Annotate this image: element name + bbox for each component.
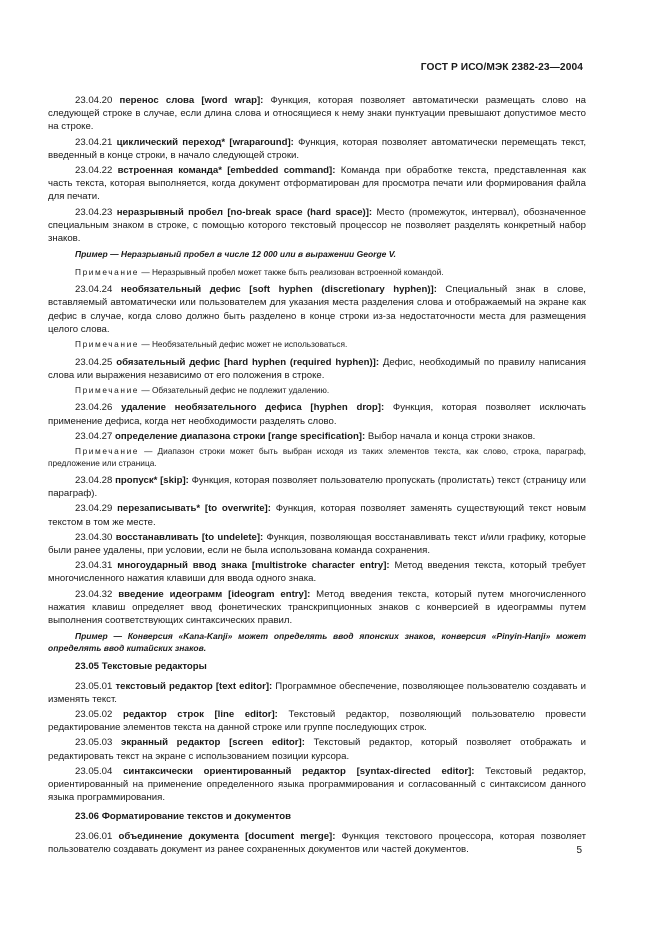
note-entry xyxy=(48,267,586,279)
entry-term: объединение документа [document merge]: xyxy=(118,830,336,842)
entry-definition: Выбор начала и конца строки знаков. xyxy=(365,430,536,442)
entry-term: удаление необязательного дефиса [hyphen drop]: xyxy=(121,402,385,414)
entry-term: введение идеограмм [ideogram entry]: xyxy=(118,588,311,600)
example-entry xyxy=(48,631,586,654)
note-entry xyxy=(48,446,586,469)
page-number: 5 xyxy=(576,845,582,856)
definition-entry xyxy=(48,559,586,585)
entry-number: 23.04.26 xyxy=(75,402,113,414)
entry-term: циклический переход* [wraparound]: xyxy=(116,136,294,148)
definition-entry xyxy=(48,356,586,382)
definition-entry xyxy=(48,830,586,856)
entry-term: перезаписывать* [to overwrite]: xyxy=(117,503,271,515)
definition-entry xyxy=(48,206,586,246)
section-heading xyxy=(48,810,586,823)
definition-entry xyxy=(48,765,586,805)
example-entry xyxy=(48,249,586,261)
definition-entry xyxy=(48,502,586,528)
definition-entry xyxy=(48,430,586,443)
entry-number: 23.04.24 xyxy=(75,284,113,296)
entry-number: 23.05.03 xyxy=(75,737,113,749)
entry-term: синтаксически ориентированный редактор [syntax-directed editor]: xyxy=(123,765,475,777)
entry-definition: Функция, которая позволяет автоматически размещать слово на следующей строке в случае, если длина слова и относящиеся к нему знаки пунктуации превышают допустимое место на строке. xyxy=(48,95,586,133)
entry-term: неразрывный пробел [no-break space (hard space)]: xyxy=(116,206,373,218)
entry-number: 23.04.21 xyxy=(75,136,113,148)
entry-term: пропуск* [skip]: xyxy=(115,475,189,487)
entry-term: редактор строк [line editor]: xyxy=(122,708,278,720)
definition-entry xyxy=(48,680,586,706)
definition-entry xyxy=(48,401,586,427)
entry-term: определение диапазона строки [range specification]: xyxy=(115,430,366,442)
definition-entry xyxy=(48,531,586,557)
entry-term: обязательный дефис [hard hyphen (required hyphen)]: xyxy=(116,356,380,368)
note-entry xyxy=(48,385,586,397)
entry-definition: Специальный знак в слове, вставляемый автоматически или пользователем для указания места разделения слова и отображаемый на экране как дефис в случае, когда слово должно быть разделено в конце строки из-за недостаточности места для размещения целого слова. xyxy=(48,284,586,335)
note-entry xyxy=(48,339,586,351)
example-text: Пример — Конверсия «Kana-Kanji» может определять ввод японских знаков, конверсия «Pinyin-Hanji» может определять ввод китайских знаков. xyxy=(48,631,586,653)
entry-number: 23.04.22 xyxy=(75,165,113,177)
entry-definition: Команда при обработке текста, представленная как часть текста, которая выполняется, когда документ отформатирован для просмотра печати или формирования файла для печати. xyxy=(48,165,587,203)
entry-term: текстовый редактор [text editor]: xyxy=(115,680,273,692)
definition-entry xyxy=(48,164,586,204)
entry-term: многоударный ввод знака [multistroke character entry]: xyxy=(117,560,390,572)
entry-definition: Функция, которая позволяет пользователю пропускать (пролистать) текст (страницу или параграф). xyxy=(48,475,586,500)
entry-definition: Функция, которая позволяет исключать применение дефиса, когда нет необходимости разделять слово. xyxy=(48,402,587,427)
entry-number: 23.05.02 xyxy=(75,708,113,720)
definition-entry xyxy=(48,708,586,734)
definition-entry xyxy=(48,136,586,162)
entry-term: восстанавливать [to undelete]: xyxy=(115,531,264,543)
document-body xyxy=(48,94,586,858)
note-text: — Обязательный дефис не подлежит удалению. xyxy=(139,384,330,395)
entry-term: необязательный дефис [soft hyphen (discretionary hyphen)]: xyxy=(120,284,437,296)
entry-number: 23.05.04 xyxy=(75,765,113,777)
example-text: Пример — Неразрывный пробел в числе 12 000 или в выражении George V. xyxy=(75,249,396,260)
entry-number: 23.06.01 xyxy=(75,830,113,842)
section-heading xyxy=(48,660,586,673)
section-number: 23.06 xyxy=(75,811,100,823)
definition-entry xyxy=(48,283,586,336)
entry-definition: Место (промежуток, интервал), обозначенное специальным знаком в строке, с помощью которого текстовый процессор не позволяет разделять конкретный набор знаков. xyxy=(48,206,586,245)
note-label: Примечание xyxy=(75,446,140,457)
entry-term: экранный редактор [screen editor]: xyxy=(121,737,305,749)
section-title: Текстовые редакторы xyxy=(101,661,207,673)
note-text: — Неразрывный пробел может также быть реализован встроенной командой. xyxy=(139,266,444,277)
entry-definition: Функция текстового процессора, которая позволяет пользователю создавать документ из ранее сохраненных документов или частей документов. xyxy=(48,830,586,855)
entry-number: 23.04.23 xyxy=(75,206,113,218)
entry-definition: Метод введения текста, который требует многочисленного нажатия клавиши для ввода одного знака. xyxy=(48,560,586,585)
entry-number: 23.04.30 xyxy=(75,531,113,543)
note-label: Примечание xyxy=(75,266,140,277)
document-header: ГОСТ Р ИСО/МЭК 2382-23—2004 xyxy=(420,62,583,73)
definition-entry xyxy=(48,588,586,628)
entry-definition: Текстовый редактор, который позволяет отображать и редактировать текст на экране с использованием позиции курсора. xyxy=(48,737,586,762)
section-title: Форматирование текстов и документов xyxy=(101,811,292,823)
note-label: Примечание xyxy=(75,384,140,395)
definition-entry xyxy=(48,94,586,134)
entry-definition: Программное обеспечение, позволяющее пользователю создавать и изменять текст. xyxy=(48,680,586,705)
entry-term: встроенная команда* [embedded command]: xyxy=(117,165,336,177)
definition-entry xyxy=(48,474,586,500)
note-text: — Диапазон строки может быть выбран исходя из таких элементов текста, как слово, строка, параграф, предложение или страница. xyxy=(48,446,586,468)
entry-number: 23.04.28 xyxy=(75,475,113,487)
entry-number: 23.04.31 xyxy=(75,560,113,572)
entry-definition: Метод введения текста, который путем многочисленного нажатия клавиш определяет ввод фонетических транскрипционных знаков с конверсией в идеограммы путем выполнения соответствующих синтаксических правил. xyxy=(48,588,586,627)
entry-number: 23.04.20 xyxy=(75,95,113,106)
entry-term: перенос слова [word wrap]: xyxy=(119,95,264,106)
entry-definition: Функция, которая позволяет автоматически перемещать текст, введенный в конце строки, в начало следующей строки. xyxy=(48,136,586,161)
definition-entry xyxy=(48,736,586,762)
entry-definition: Функция, позволяющая восстанавливать текст и/или графику, которые были ранее удалены, при условии, если не была использована команда сохранения. xyxy=(48,531,586,557)
note-label: Примечание xyxy=(75,339,140,350)
entry-definition: Функция, которая позволяет заменять существующий текст новым текстом в том же месте. xyxy=(48,503,586,528)
entry-definition: Текстовый редактор, позволяющий пользователю провести редактирование элементов текста на данной строке или группе последующих строк. xyxy=(48,708,586,734)
entry-definition: Текстовый редактор, ориентированный на применение определенного языка программирования и согласованный с синтаксисом данного языка программирования. xyxy=(48,765,587,804)
entry-definition: Дефис, необходимый по правилу написания слова или выражения независимо от его положения в строке. xyxy=(48,356,587,381)
note-text: — Необязательный дефис может не использоваться. xyxy=(139,339,348,350)
section-number: 23.05 xyxy=(75,661,100,673)
entry-number: 23.05.01 xyxy=(75,680,113,692)
entry-number: 23.04.25 xyxy=(75,356,113,368)
entry-number: 23.04.32 xyxy=(75,588,113,600)
entry-number: 23.04.27 xyxy=(75,430,113,442)
entry-number: 23.04.29 xyxy=(75,503,113,515)
